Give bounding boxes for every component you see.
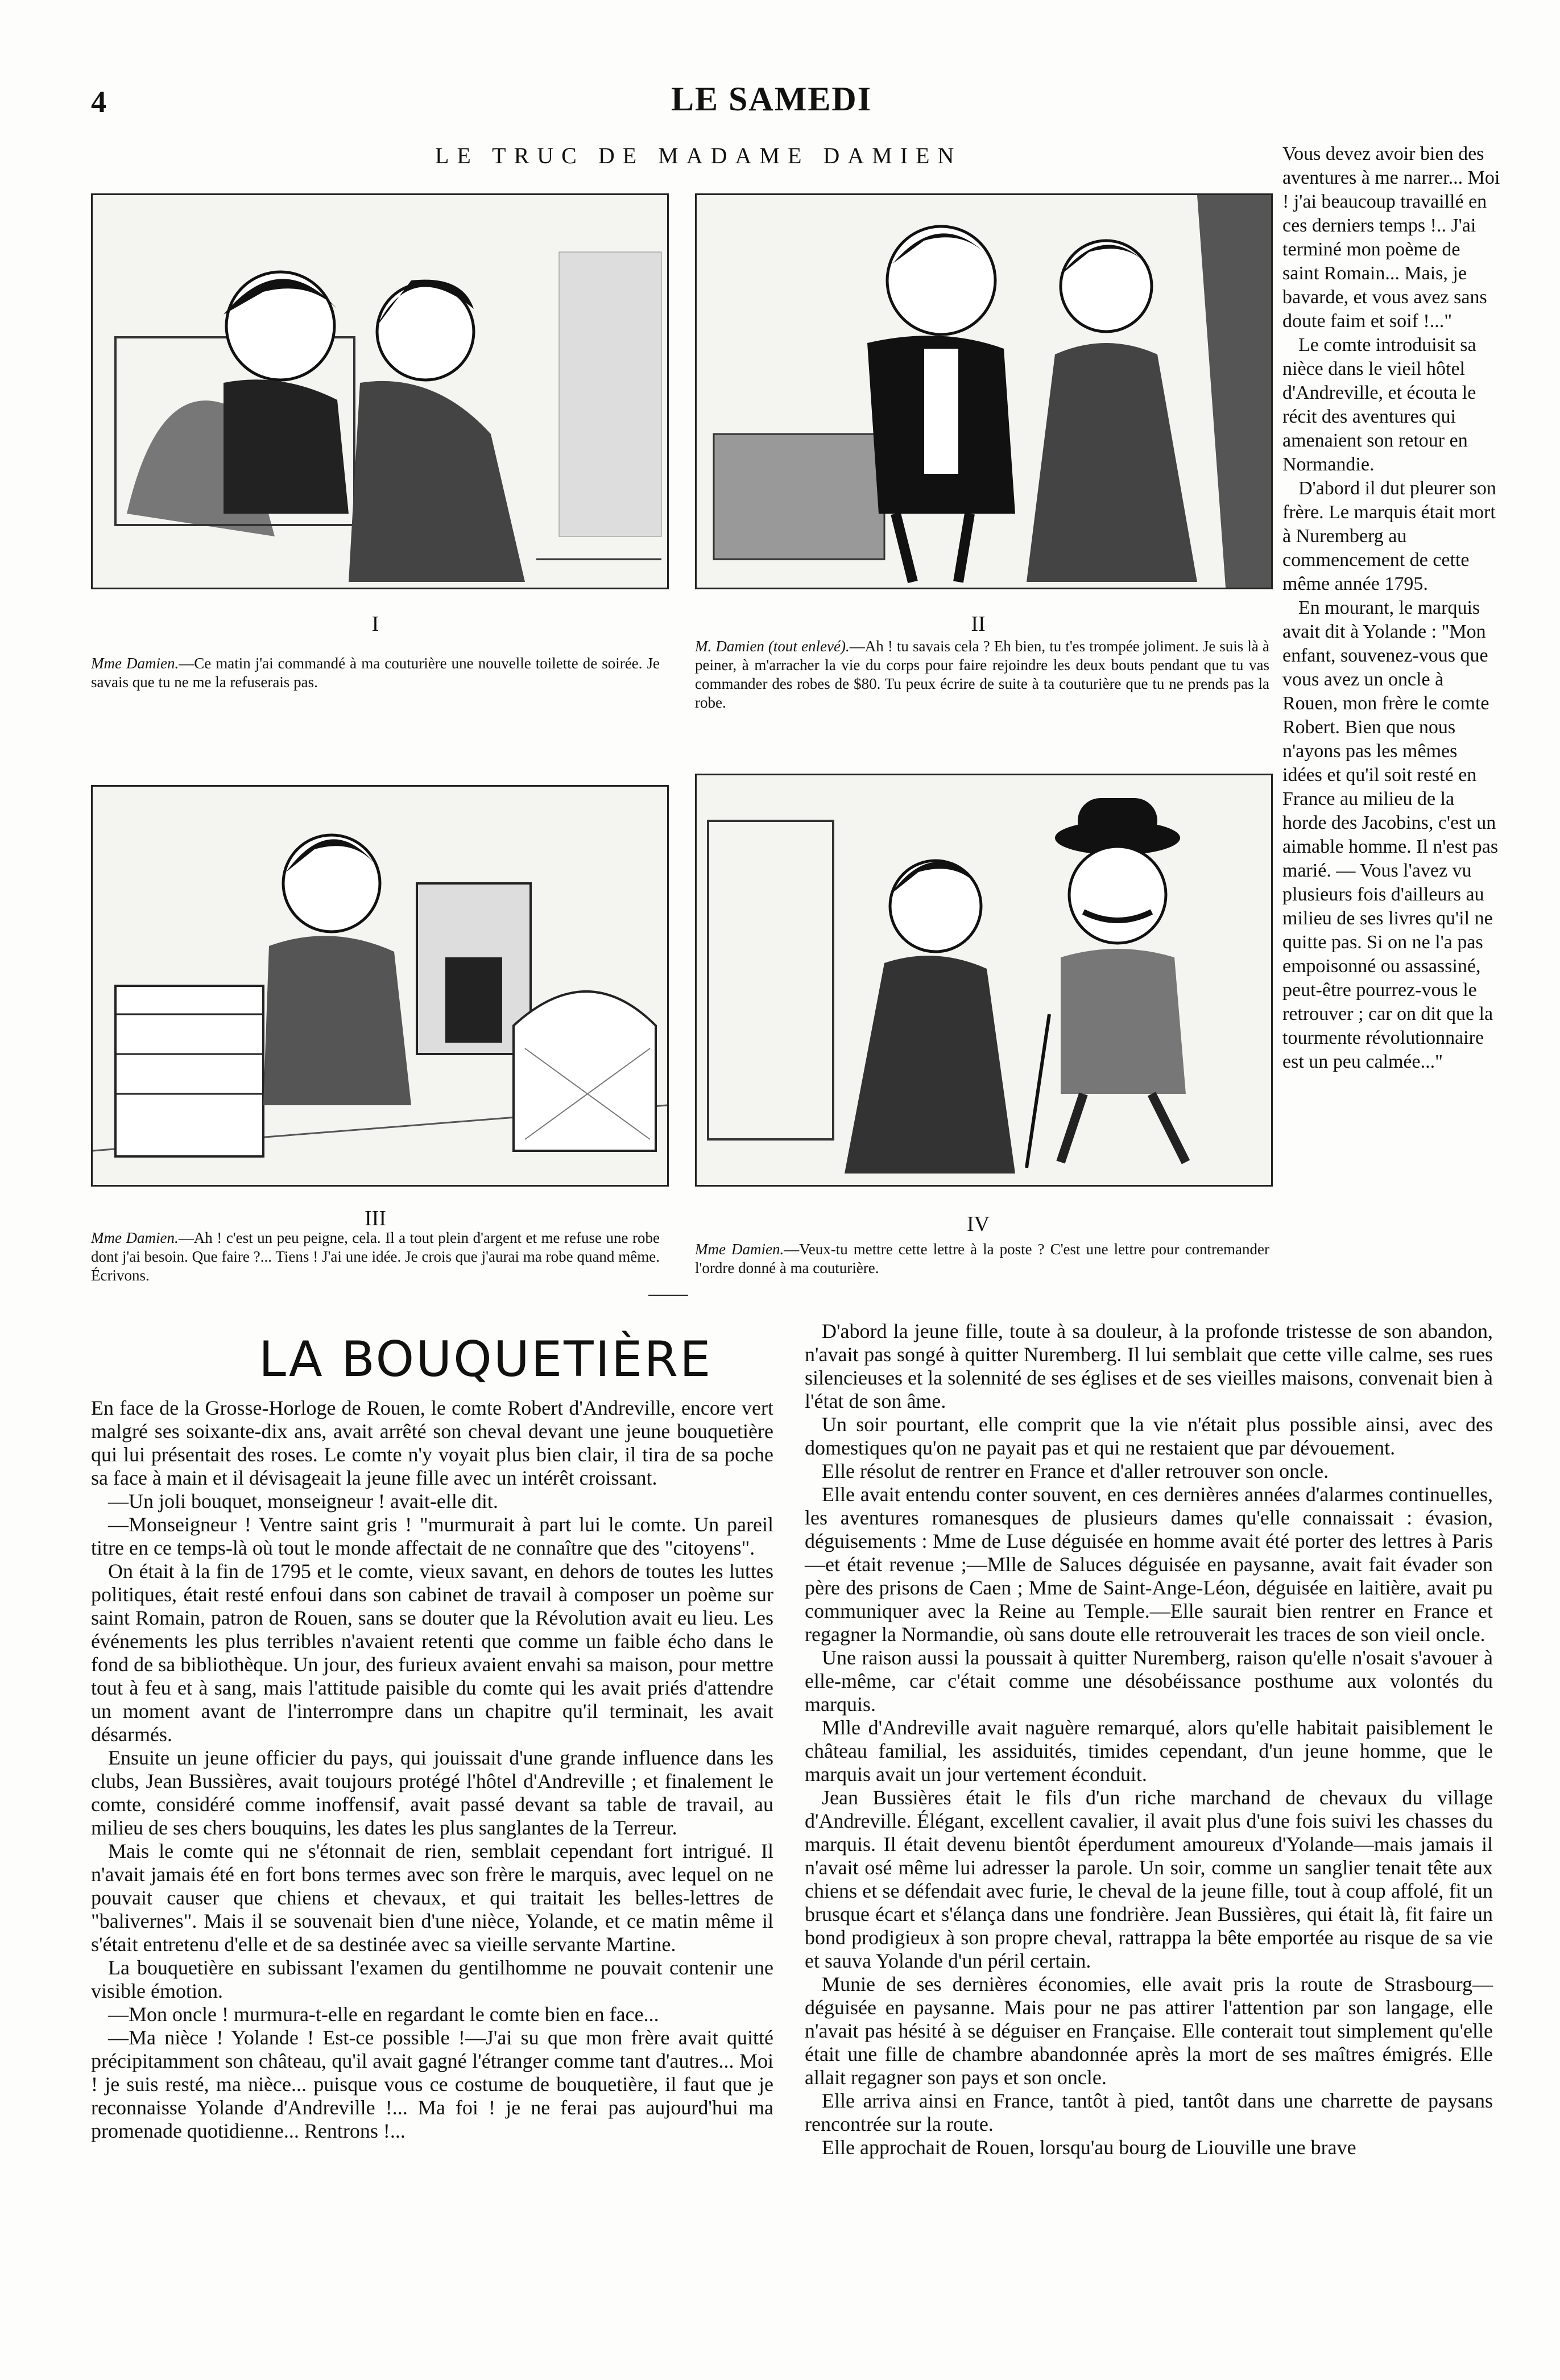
panel-1-numeral: I <box>371 612 379 636</box>
story-paragraph: En face de la Grosse-Horloge de Rouen, le comte Robert d'Andreville, encore vert malgré ses soixante-dix ans, avait arrêté son cheval devant une jeune bouquetière qui lui présentait des roses. Le comte n'y voyait plus bien clair, il tira de sa poche sa face à main et il dévisageait la jeune fille avec un intérêt croissant. <box>91 1396 773 1489</box>
panel-1-speaker: Mme Damien. <box>91 655 179 672</box>
right-column-paragraph: Le comte introduisit sa nièce dans le vieil hôtel d'Andreville, et écouta le récit des aventures qui amenaient son retour en Normandie. <box>1282 334 1476 475</box>
right-column-paragraph: Vous devez avoir bien des aventures à me narrer... Moi ! j'ai beaucoup travaillé en ces derniers temps !.. J'ai terminé mon poème de saint Romain... Mais, je bavarde, et vous avez sans doute faim et soif !..." <box>1282 143 1500 332</box>
right-narrow-column <box>1282 142 1501 1074</box>
panel-2-text: —Ah ! tu savais cela ? Eh bien, tu t'es trompée joliment. Je suis là à peiner, à m'arracher la vie du corps pour faire rejoindre les deux bouts pendant que tu vas commander des robes de $80. Tu peux écrire de suite à ta couturière que tu ne prends pas la robe. <box>695 638 1269 711</box>
comic-panel-3-illustration <box>91 785 669 1187</box>
panel-3-speaker: Mme Damien. <box>91 1229 179 1246</box>
panel-4-caption <box>695 1240 1269 1278</box>
story-paragraph: —Mon oncle ! murmura-t-elle en regardant le comte bien en face... <box>108 2003 659 2026</box>
story-paragraph: Mais le comte qui ne s'étonnait de rien, semblait cependant fort intrigué. Il n'avait jamais été en fort bons termes avec son frère le marquis, avec lequel on ne pouvait causer que chiens et chevaux, et qui traitait les belles-lettres de "balivernes". Mais il se souvenait bien d'une nièce, Yolande, et ce matin même il s'était entretenu d'elle et de sa destinée avec sa vieille servante Martine. <box>91 1840 773 1956</box>
right-column-paragraph: En mourant, le marquis avait dit à Yolande : "Mon enfant, souvenez-vous que vous avez un oncle à Rouen, mon frère le comte Robert. Bien que nous n'ayons pas les mêmes idées et qu'il soit resté en France au milieu de la horde des Jacobins, c'est un aimable homme. Il n'est pas marié. — Vous l'avez vu plusieurs fois d'ailleurs au milieu de ses livres qu'il ne quitte pas. Si on ne l'a pas empoisonné ou assassiné, peut-être pourrez-vous le retrouver ; car on dit que la tourmente révolutionnaire est un peu calmée..." <box>1282 597 1499 1072</box>
story-left-column <box>91 1396 773 2143</box>
story-paragraph: On était à la fin de 1795 et le comte, vieux savant, en dehors de toutes les luttes politiques, était resté enfoui dans son cabinet de travail à composer un poème sur saint Romain, patron de Rouen, sans se douter que la Révolution avait eu lieu. Les événements les plus terribles n'avaient retenti que comme un faible écho dans le fond de sa bibliothèque. Un jour, des furieux avaient envahi sa maison, pour mettre tout à feu et à sang, mais l'attitude paisible du comte qui les avait priés d'attendre un moment avant de l'interrompre dans un chapitre qu'il terminait, les avait désarmés. <box>91 1560 773 1746</box>
story-right-column <box>805 1320 1493 2159</box>
panel-2-numeral: II <box>971 612 986 636</box>
section-divider <box>648 1295 688 1296</box>
story-paragraph: Elle résolut de rentrer en France et d'aller retrouver son oncle. <box>822 1460 1329 1482</box>
story-paragraph: —Monseigneur ! Ventre saint gris ! "murmurait à part lui le comte. Un pareil titre en ce temps-là où tout le monde affectait de ne connaître que des "citoyens". <box>91 1513 773 1559</box>
masthead: LE SAMEDI <box>671 80 872 118</box>
panel-4-numeral: IV <box>966 1212 990 1236</box>
story-paragraph: Jean Bussières était le fils d'un riche marchand de chevaux du village d'Andreville. Élégant, excellent cavalier, il avait plus d'une fois suivi les chasses du marquis. Il était devenu bientôt éperdument amoureux d'Yolande—mais jamais il n'avait osé même lui adresser la parole. Un soir, comme un sanglier tenait tête aux chiens et se défendait avec furie, le cheval de la jeune fille, tout à coup affolé, fit un brusque écart et s'élança dans une fondrière. Jean Bussières, qui était là, fit faire un bond prodigieux à son propre cheval, rattrappa la bête emportée au risque de sa vie et sauva Yolande d'un péril certain. <box>805 1786 1493 1972</box>
comic-panel-2-illustration <box>695 193 1273 589</box>
panel-4-text: —Veux-tu mettre cette lettre à la poste ? C'est une lettre pour contremander l'ordre donné à ma couturière. <box>695 1241 1269 1276</box>
story-title: LA BOUQUETIÈRE <box>259 1331 713 1388</box>
panel-1-text: —Ce matin j'ai commandé à ma couturière une nouvelle toilette de soirée. Je savais que tu ne me la refuserais pas. <box>91 655 660 691</box>
story-paragraph: —Ma nièce ! Yolande ! Est-ce possible !—J'ai su que mon frère avait quitté précipitamment son château, qu'il avait gagné l'étranger comme tant d'autres... Moi ! je suis resté, ma nièce... puisque vous ce costume de bouquetière, il faut que je reconnaisse Yolande d'Andreville !... Ma foi ! je ne ferai pas aujourd'hui ma promenade quotidienne... Rentrons !... <box>91 2026 773 2142</box>
comic-panel-1-illustration <box>91 193 669 589</box>
panel-3-text: —Ah ! c'est un peu peigne, cela. Il a tout plein d'argent et me refuse une robe dont j'ai besoin. Que faire ?... Tiens ! J'ai une idée. Je crois que j'aurai ma robe quand même. Écrivons. <box>91 1229 660 1284</box>
story-paragraph: —Un joli bouquet, monseigneur ! avait-elle dit. <box>108 1490 498 1513</box>
panel-4-speaker: Mme Damien. <box>695 1241 784 1258</box>
story-paragraph: Elle approchait de Rouen, lorsqu'au bourg de Liouville une brave <box>822 2136 1356 2159</box>
panel-2-speaker: M. Damien (tout enlevé). <box>695 638 850 655</box>
story-paragraph: Munie de ses dernières économies, elle avait pris la route de Strasbourg—déguisée en paysanne. Mais pour ne pas attirer l'attention par son langage, elle n'avait pas hésité à se déguiser en Française. Elle conterait tout simplement qu'elle était une fille de chambre abandonnée après la mort de ses maîtres émigrés. Elle allait regagner son pays et son oncle. <box>805 1973 1493 2089</box>
right-column-paragraph: D'abord il dut pleurer son frère. Le marquis était mort à Nuremberg au commencement de cette même année 1795. <box>1282 478 1496 594</box>
story-paragraph: Elle avait entendu conter souvent, en ces dernières années d'alarmes continuelles, les aventures romanesques de plusieurs dames qu'elle connaissait : évasion, déguisements : Mme de Luse déguisée en homme avait été porter des lettres à Paris—et était revenue ;—Mlle de Saluces déguisée en paysanne, avait fait évader son père des prisons de Caen ; Mme de Saint-Ange-Léon, déguisée en laitière, avait pu communiquer avec la Reine au Temple.—Elle saurait bien rentrer en France et regagner la Normandie, où sans doute elle retrouverait les traces de son vieil oncle. <box>805 1483 1493 1646</box>
story-paragraph: Une raison aussi la poussait à quitter Nuremberg, raison qu'elle n'osait s'avouer à elle-même, car c'était comme une désobéissance posthume aux volontés du marquis. <box>805 1646 1493 1716</box>
story-paragraph: Elle arriva ainsi en France, tantôt à pied, tantôt dans une charrette de paysans rencontrée sur la route. <box>805 2089 1493 2135</box>
panel-2-caption <box>695 637 1269 712</box>
story-paragraph: La bouquetière en subissant l'examen du gentilhomme ne pouvait contenir une visible émotion. <box>91 1956 773 2002</box>
story-paragraph: Ensuite un jeune officier du pays, qui jouissait d'une grande influence dans les clubs, Jean Bussières, avait toujours protégé l'hôtel d'Andreville ; et finalement le comte, considéré comme inoffensif, avait passé devant sa table de travail, au milieu de ses chers bouquins, les dates les plus sanglantes de la Terreur. <box>91 1746 773 1839</box>
page-number: 4 <box>91 85 106 119</box>
panel-3-caption <box>91 1229 660 1285</box>
panel-1-caption <box>91 654 660 692</box>
panel-3-numeral: III <box>365 1206 386 1230</box>
story-paragraph: D'abord la jeune fille, toute à sa douleur, à la profonde tristesse de son abandon, n'avait pas songé à quitter Nuremberg. Il lui semblait que cette ville calme, ses rues silencieuses et la solennité de ses églises et de ses vieilles maisons, convenait bien à l'état de son âme. <box>805 1320 1493 1412</box>
comic-panel-4-illustration <box>695 774 1273 1187</box>
comic-title: LE TRUC DE MADAME DAMIEN <box>435 143 962 168</box>
story-paragraph: Un soir pourtant, elle comprit que la vie n'était plus possible ainsi, avec des domestiques qu'on ne payait pas et qui ne restaient que par dévouement. <box>805 1413 1493 1459</box>
story-paragraph: Mlle d'Andreville avait naguère remarqué, alors qu'elle habitait paisiblement le château familial, les assiduités, timides cependant, d'un jeune homme, que le marquis avait un jour vertement éconduit. <box>805 1716 1493 1786</box>
